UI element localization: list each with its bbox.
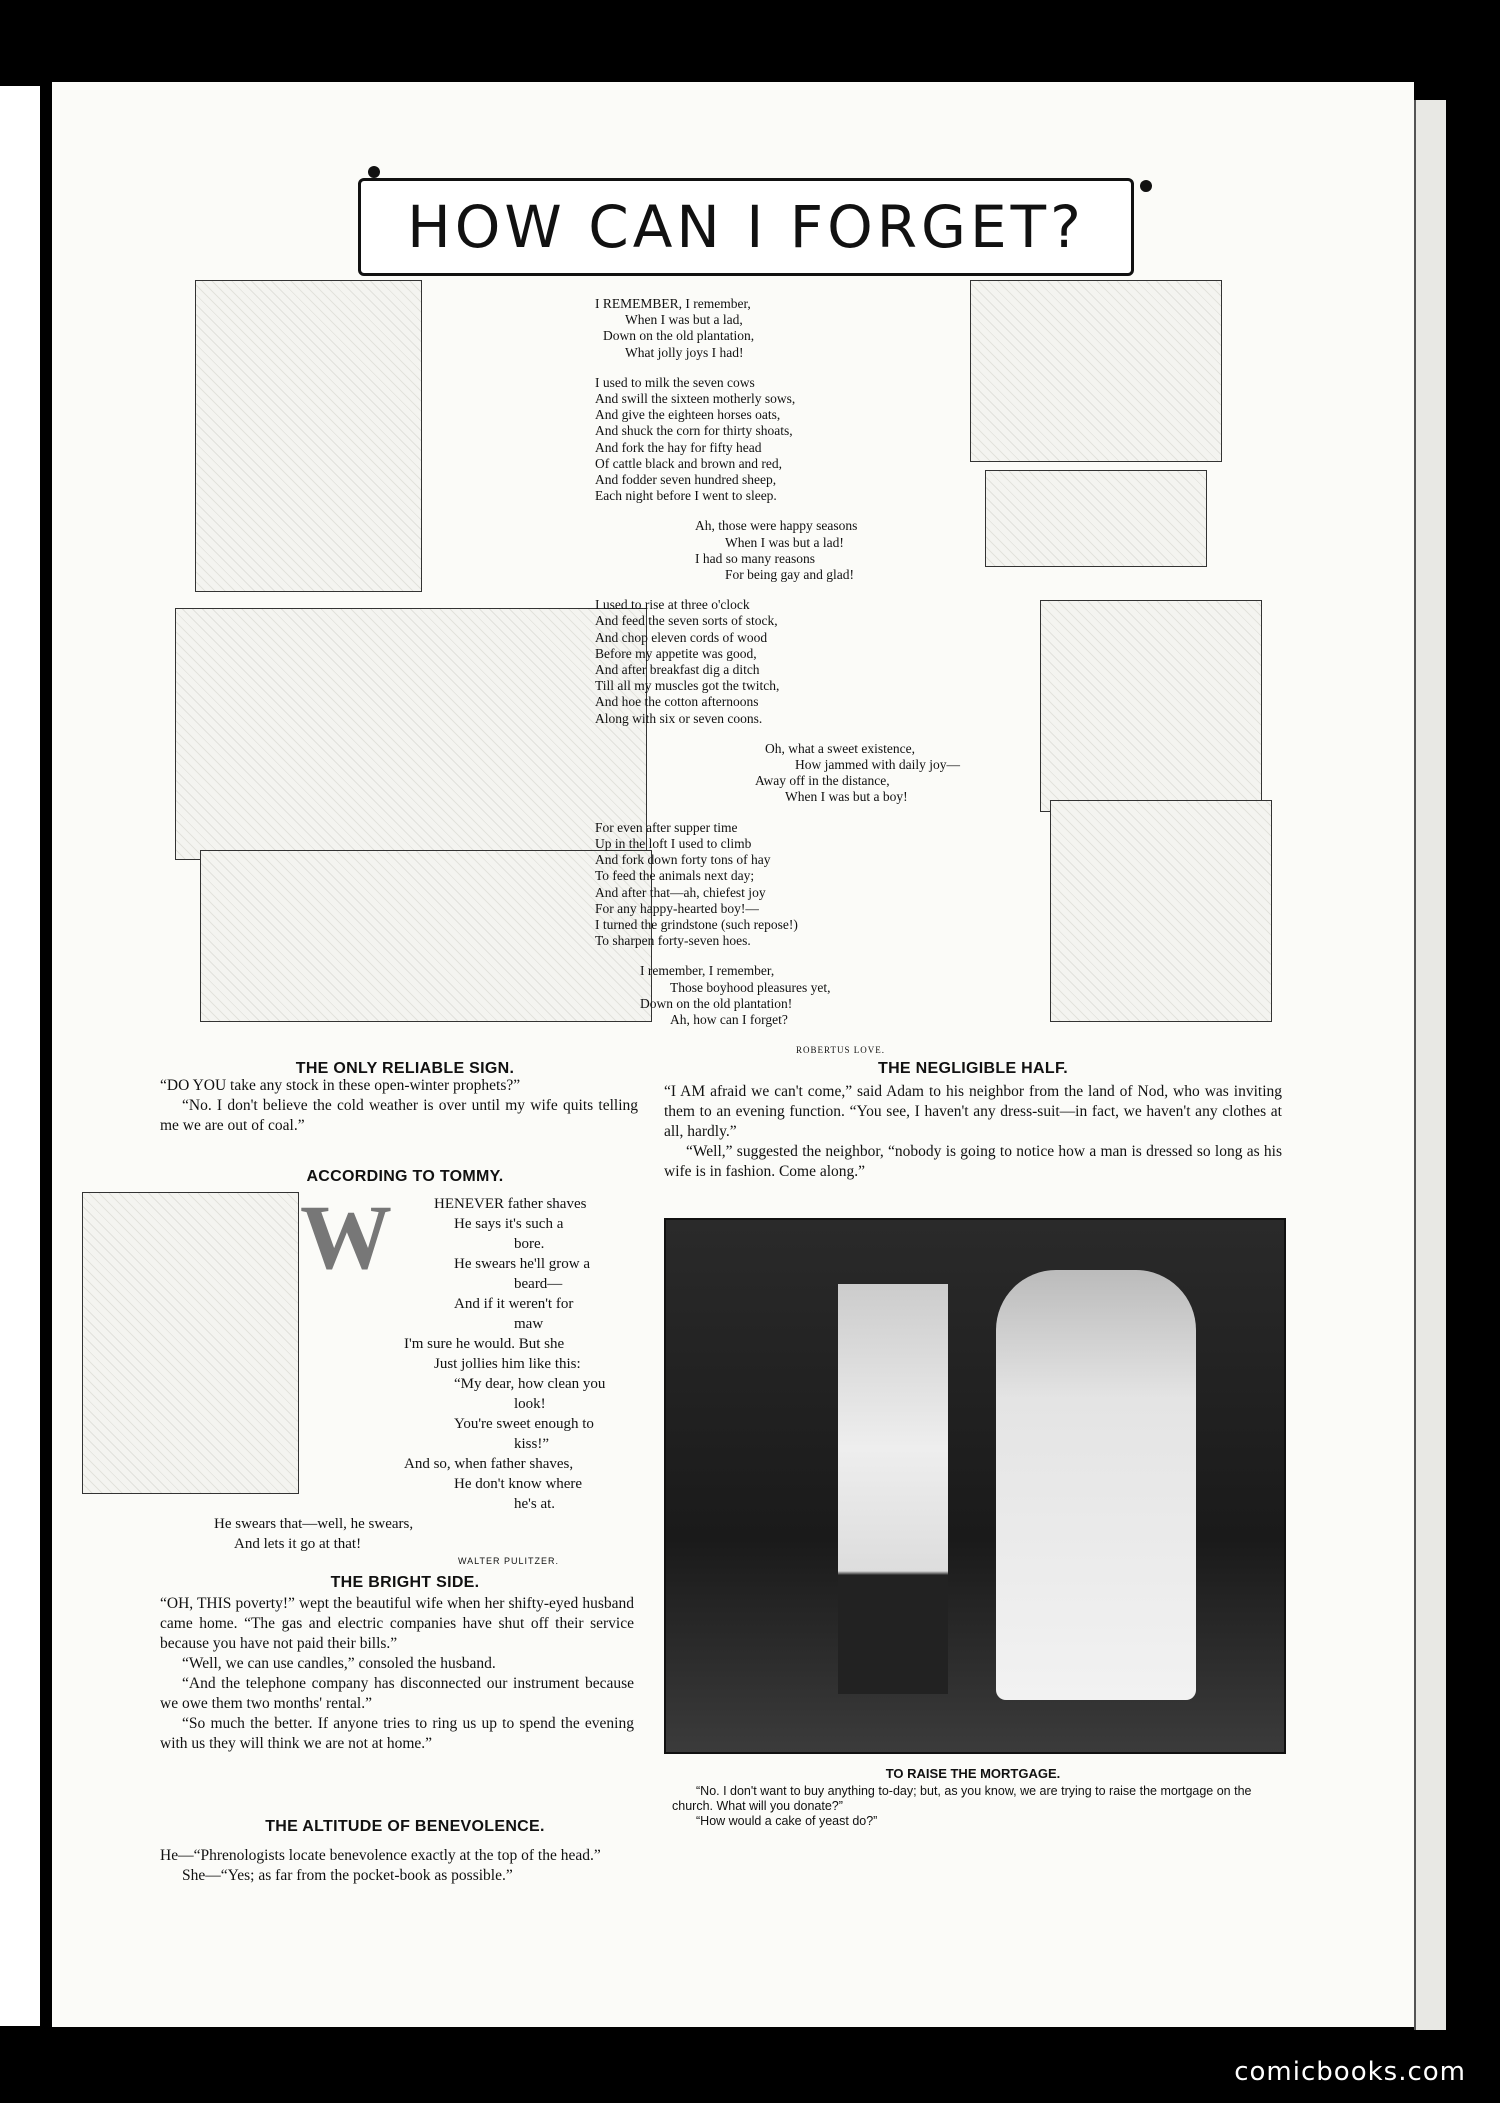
poem-stanza	[595, 820, 1005, 950]
poem-line: he's at.	[514, 1496, 556, 1512]
poem-line: Away off in the distance,	[755, 773, 890, 789]
poem-line: He says it's such a	[454, 1216, 564, 1232]
page-title: HOW CAN I FORGET?	[407, 193, 1085, 261]
shopkeeper-figure	[838, 1284, 948, 1694]
poem-line: And fork down forty tons of hay	[595, 852, 771, 868]
poem-line: What jolly joys I had!	[625, 344, 744, 360]
paragraph: “I AM afraid we can't come,” said Adam to his neighbor from the land of Nod, who was inviting them to an evening function. “You see, I haven't any dress-suit—in fact, we haven't any clothes at all, hardly.”	[664, 1083, 1282, 1140]
poem-how-can-i-forget	[595, 296, 1005, 1058]
farm-chores-illustration	[175, 608, 647, 860]
poem-line: Of cattle black and brown and red,	[595, 455, 783, 471]
old-man-at-desk-illustration	[195, 280, 422, 592]
poem-line: “My dear, how clean you	[454, 1376, 606, 1392]
poem-line: Down on the old plantation,	[603, 328, 755, 344]
poem-line: I'm sure he would. But she	[404, 1336, 565, 1352]
paragraph: She—“Yes; as far from the pocket-book as possible.”	[182, 1867, 513, 1884]
poem-line: Ah, how can I forget?	[670, 1011, 788, 1027]
poem-line: Up in the loft I used to climb	[595, 835, 752, 851]
headline-according-to-tommy: ACCORDING TO TOMMY.	[306, 1168, 504, 1185]
poem-line: And lets it go at that!	[234, 1536, 362, 1552]
paragraph: “So much the better. If anyone tries to ring us up to spend the evening with us they will think we are not at home.”	[160, 1715, 634, 1752]
poem-line: And hoe the cotton afternoons	[595, 694, 759, 710]
nail-icon	[368, 166, 380, 178]
poem-line: And after that—ah, chiefest joy	[595, 884, 766, 900]
paragraph: “No. I don't want to buy anything to-day; but, as you know, we are trying to raise the mortgage on the church. What will you donate?”	[672, 1784, 1252, 1813]
poem-line: Along with six or seven coons.	[595, 710, 763, 726]
caption-to-raise-the-mortgage	[672, 1784, 1284, 1829]
title-sign	[358, 178, 1134, 276]
right-page-edge	[1414, 100, 1446, 2030]
poem-stanza	[595, 963, 1005, 1028]
poem-line: To sharpen forty-seven hoes.	[595, 933, 751, 949]
poem-line: How jammed with daily joy—	[795, 757, 960, 773]
author-byline: ROBERTUS LOVE.	[796, 1045, 885, 1056]
paragraph: “Well, we can use candles,” consoled the husband.	[182, 1655, 496, 1672]
poem-line: And fodder seven hundred sheep,	[595, 472, 777, 488]
poem-line: He swears that—well, he swears,	[214, 1516, 414, 1532]
poem-line: And shuck the corn for thirty shoats,	[595, 423, 793, 439]
poem-line: Oh, what a sweet existence,	[765, 740, 915, 756]
poem-line: look!	[514, 1396, 546, 1412]
poem-line: beard—	[514, 1276, 563, 1292]
paragraph: “Well,” suggested the neighbor, “nobody is going to notice how a man is dressed so long as his wife is in fashion. Come along.”	[664, 1143, 1282, 1180]
poem-line: To feed the animals next day;	[595, 868, 755, 884]
poem-line: And if it weren't for	[454, 1296, 574, 1312]
father-shaving-illustration	[82, 1192, 299, 1494]
poem-line: Ah, those were happy seasons	[695, 518, 858, 534]
poem-line: kiss!”	[514, 1436, 549, 1452]
poem-line: I used to rise at three o'clock	[595, 597, 750, 613]
poem-line: Down on the old plantation!	[640, 995, 793, 1011]
watermark: comicbooks.com	[1234, 2057, 1466, 2087]
drop-cap-letter: W	[300, 1186, 392, 1288]
poem-line: I had so many reasons	[695, 550, 815, 566]
poem-line: I turned the grindstone (such repose!)	[595, 916, 798, 932]
paragraph: “DO YOU take any stock in these open-winter prophets?”	[160, 1077, 521, 1094]
poem-line: Till all my muscles got the twitch,	[595, 678, 780, 694]
paragraph: He—“Phrenologists locate benevolence exactly at the top of the head.”	[160, 1847, 601, 1864]
poem-line: Just jollies him like this:	[434, 1356, 581, 1372]
poem-line: And after breakfast dig a ditch	[595, 662, 760, 678]
headline-bright-side: THE BRIGHT SIDE.	[330, 1574, 480, 1591]
poem-stanza	[595, 597, 1005, 727]
poem-line: For being gay and glad!	[725, 567, 854, 583]
poem-stanza	[595, 741, 1005, 806]
poem-line: For even after supper time	[595, 819, 738, 835]
poem-line: I used to milk the seven cows	[595, 374, 755, 390]
poem-line: Those boyhood pleasures yet,	[670, 979, 831, 995]
grindstone-illustration	[1050, 800, 1272, 1022]
headline-only-reliable-sign: THE ONLY RELIABLE SIGN.	[295, 1060, 515, 1077]
woodchopping-illustration	[970, 280, 1222, 462]
paragraph: “OH, THIS poverty!” wept the beautiful wife when her shifty-eyed husband came home. “The gas and electric companies have shut off their service because you have not paid their bills.”	[160, 1595, 634, 1652]
nail-icon	[1140, 180, 1152, 192]
poem-line: He don't know where	[454, 1476, 583, 1492]
poem-stanza	[595, 375, 1005, 505]
poem-line: Before my appetite was good,	[595, 645, 757, 661]
poem-line: I REMEMBER, I remember,	[595, 296, 751, 311]
headline-negligible-half: THE NEGLIGIBLE HALF.	[878, 1060, 1068, 1077]
poem-stanza	[595, 296, 1005, 361]
caption-headline: TO RAISE THE MORTGAGE.	[885, 1766, 1061, 1781]
paragraph: “How would a cake of yeast do?”	[696, 1814, 878, 1828]
poem-line: When I was but a boy!	[785, 789, 908, 805]
poem-line: And so, when father shaves,	[404, 1456, 574, 1472]
woman-figure	[996, 1270, 1196, 1700]
poem-line: When I was but a lad,	[625, 312, 743, 328]
story-only-reliable-sign	[160, 1076, 638, 1136]
left-page-edge	[0, 86, 40, 2026]
poem-line: When I was but a lad!	[725, 534, 844, 550]
story-negligible-half	[664, 1082, 1282, 1182]
poem-line: Each night before I went to sleep.	[595, 488, 777, 504]
poem-line: For any happy-hearted boy!—	[595, 900, 759, 916]
poem-stanza	[595, 518, 1005, 583]
poem-line: maw	[514, 1316, 544, 1332]
paragraph: “No. I don't believe the cold weather is over until my wife quits telling me we are out of coal.”	[160, 1097, 638, 1134]
poem-line: And fork the hay for fifty head	[595, 439, 762, 455]
poem-line: I remember, I remember,	[640, 963, 775, 979]
poem-according-to-tommy	[214, 1194, 640, 1554]
poem-line: He swears he'll grow a	[454, 1256, 590, 1272]
author-byline: WALTER PULITZER.	[458, 1556, 560, 1566]
poem-line: HENEVER father shaves	[434, 1196, 587, 1212]
sheep-flock-illustration	[200, 850, 652, 1022]
headline-altitude-of-benevolence: THE ALTITUDE OF BENEVOLENCE.	[265, 1818, 545, 1835]
boy-in-ditch-illustration	[985, 470, 1207, 567]
store-scene-illustration	[664, 1218, 1286, 1754]
hayloft-illustration	[1040, 600, 1262, 812]
poem-line: bore.	[514, 1236, 545, 1252]
poem-line: And chop eleven cords of wood	[595, 629, 768, 645]
paragraph: “And the telephone company has disconnected our instrument because we owe them two months' rental.”	[160, 1675, 634, 1712]
poem-line: And feed the seven sorts of stock,	[595, 613, 778, 629]
poem-line: And give the eighteen horses oats,	[595, 407, 781, 423]
story-bright-side	[160, 1594, 634, 1754]
poem-line: You're sweet enough to	[454, 1416, 594, 1432]
poem-line: And swill the sixteen motherly sows,	[595, 391, 796, 407]
story-altitude-of-benevolence	[160, 1846, 634, 1886]
